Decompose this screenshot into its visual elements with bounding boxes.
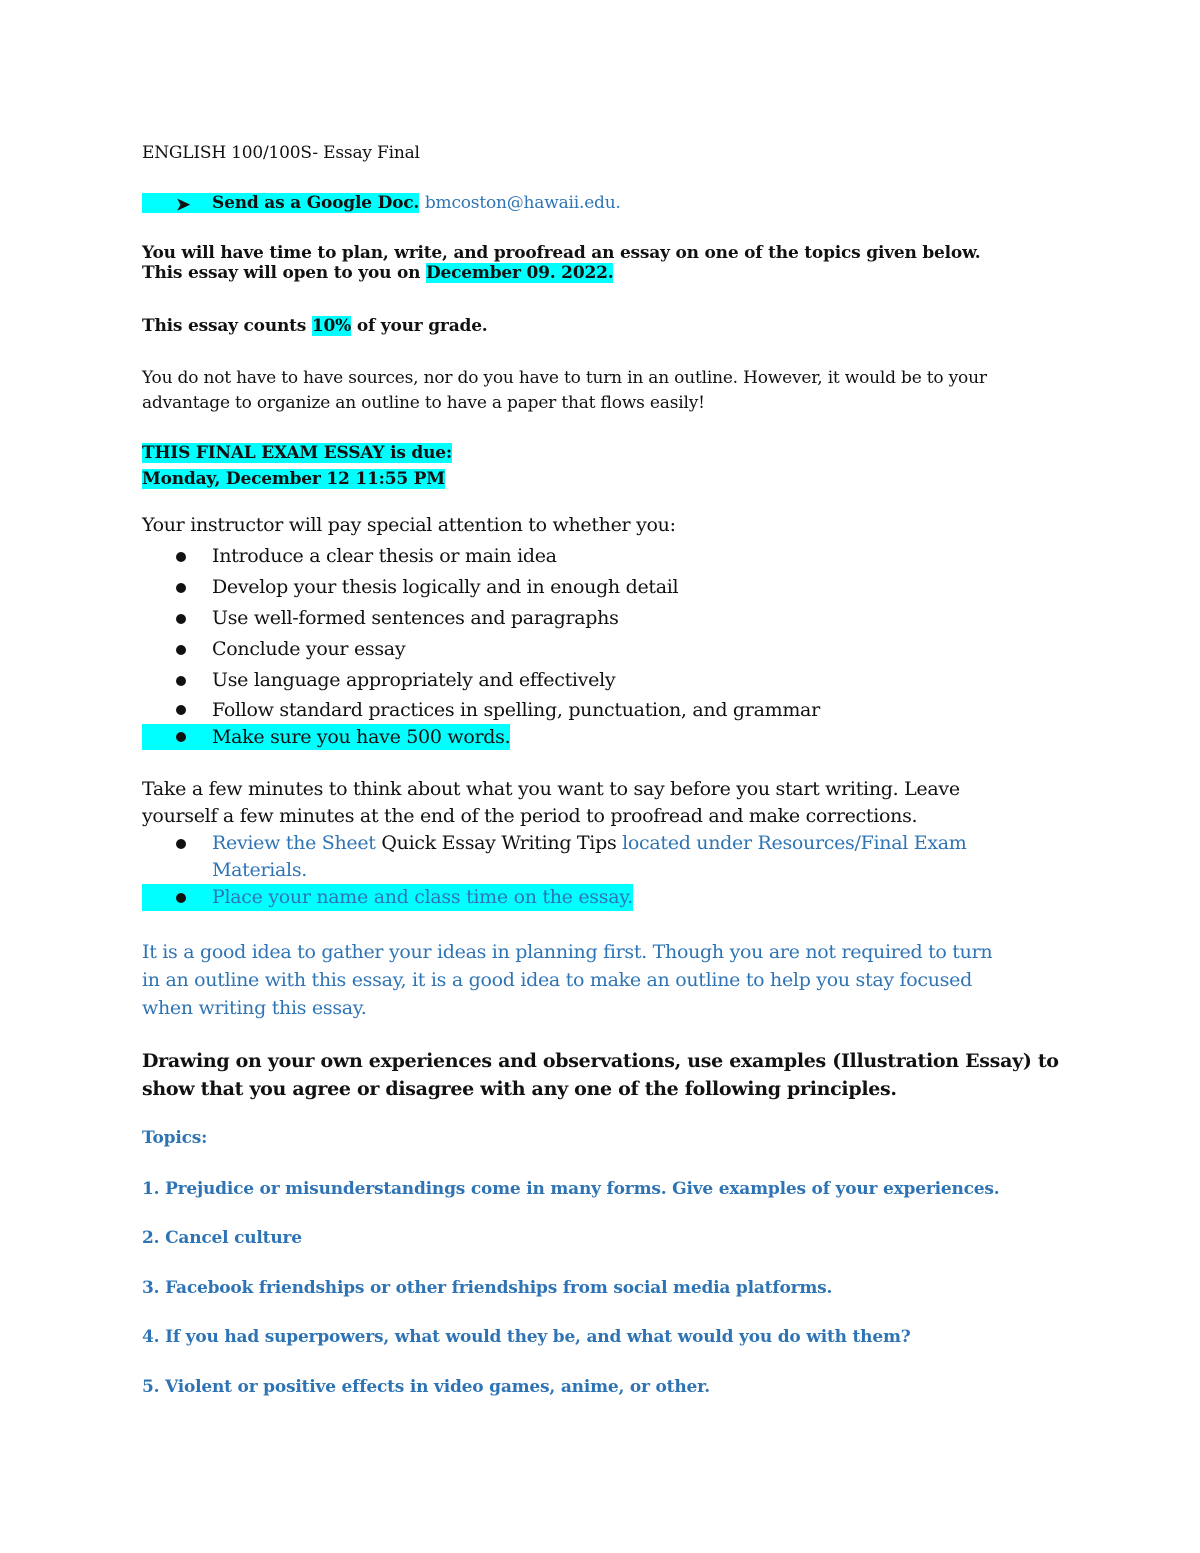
list-item (142, 830, 966, 884)
tips-list (142, 830, 966, 911)
criteria-text: Make sure you have 500 words. (212, 726, 511, 748)
place-name-text: Place your name and class time on the essay. (212, 886, 633, 908)
criteria-text: Conclude your essay (212, 638, 406, 660)
list-item (142, 634, 820, 665)
criteria-text: Follow standard practices in spelling, punctuation, and grammar (212, 699, 820, 721)
due-date-block (142, 440, 452, 492)
open-date: December 09. 2022. (426, 263, 614, 283)
criteria-text: Use language appropriately and effectively (212, 669, 616, 691)
list-item (142, 696, 820, 724)
sources-line-1: You do not have to have sources, nor do you have to turn in an outline. However, it would be to your (142, 368, 987, 388)
intro-line-1: You will have time to plan, write, and proofread an essay on one of the topics given below. (142, 243, 981, 263)
idea-line-1: It is a good idea to gather your ideas in planning first. Though you are not required to turn (142, 941, 993, 963)
doc-title: ENGLISH 100/100S- Essay Final (142, 143, 420, 163)
highlighted-criteria (142, 724, 510, 750)
send-instruction (142, 193, 1042, 213)
grade-weight (142, 316, 488, 336)
topics-heading: Topics: (142, 1128, 208, 1148)
due-line-1: THIS FINAL EXAM ESSAY is due: (142, 443, 452, 463)
topic-item: 4. If you had superpowers, what would they be, and what would you do with them? (142, 1327, 911, 1347)
criteria-text: Use well-formed sentences and paragraphs (212, 607, 619, 629)
due-line-1-wrap (142, 440, 452, 466)
bullet-dot-icon (176, 893, 186, 903)
list-item (142, 884, 966, 911)
criteria-list (142, 541, 820, 750)
attention-heading: Your instructor will pay special attention to whether you: (142, 514, 676, 536)
list-item (142, 665, 820, 696)
list-item (142, 603, 820, 634)
topic-item: 5. Violent or positive effects in video games, anime, or other. (142, 1377, 711, 1397)
drawing-line-2: show that you agree or disagree with any one of the following principles. (142, 1078, 897, 1100)
bullet-dot-icon (176, 583, 186, 593)
bullet-dot-icon (176, 676, 186, 686)
criteria-text: Introduce a clear thesis or main idea (212, 545, 557, 567)
bullet-dot-icon (176, 552, 186, 562)
bullet-dot-icon (176, 705, 186, 715)
bullet-dot-icon (176, 645, 186, 655)
bullet-dot-icon (176, 614, 186, 624)
review-materials-text: Materials. (212, 859, 308, 881)
counts-prefix: This essay counts (142, 316, 312, 336)
idea-line-3: when writing this essay. (142, 997, 367, 1019)
counts-suffix: of your grade. (351, 316, 488, 336)
bullet-dot-icon (176, 732, 186, 742)
bullet-dot-icon (176, 839, 186, 849)
highlighted-tip (142, 884, 633, 911)
due-line-2-wrap (142, 466, 452, 492)
sources-paragraph (142, 366, 987, 416)
topic-item: 3. Facebook friendships or other friendships from social media platforms. (142, 1278, 833, 1298)
list-item (142, 541, 820, 572)
intro-line-2 (142, 263, 981, 283)
prompt-paragraph (142, 1047, 1059, 1103)
counts-percent: 10% (311, 316, 352, 336)
planning-paragraph (142, 938, 992, 1022)
topic-item: 2. Cancel culture (142, 1228, 302, 1248)
minutes-line-1: Take a few minutes to think about what you want to say before you start writing. Leave (142, 778, 960, 800)
list-item (142, 724, 820, 750)
intro-line-2-text: This essay will open to you on (142, 263, 426, 283)
review-location-text: located under Resources/Final Exam (616, 832, 967, 854)
list-item (142, 572, 820, 603)
criteria-text: Develop your thesis logically and in enough detail (212, 576, 679, 598)
sources-line-2: advantage to organize an outline to have a paper that flows easily! (142, 393, 705, 413)
arrow-bullet-icon: ➤ (176, 195, 191, 215)
send-label: Send as a Google Doc. (142, 193, 419, 213)
minutes-paragraph (142, 776, 960, 830)
topic-item: 1. Prejudice or misunderstandings come in many forms. Give examples of your experiences. (142, 1179, 1000, 1199)
idea-line-2: in an outline with this essay, it is a good idea to make an outline to help you stay focused (142, 969, 972, 991)
drawing-line-1: Drawing on your own experiences and observations, use examples (Illustration Essay) to (142, 1050, 1059, 1072)
intro-paragraph (142, 243, 981, 283)
review-sheet-text: Review the Sheet (212, 832, 382, 854)
send-email-link[interactable]: bmcoston@hawaii.edu. (424, 193, 621, 213)
due-line-2: Monday, December 12 11:55 PM (142, 469, 445, 489)
minutes-line-2: yourself a few minutes at the end of the period to proofread and make corrections. (142, 805, 918, 827)
quick-tips-title: Quick Essay Writing Tips (381, 832, 617, 854)
